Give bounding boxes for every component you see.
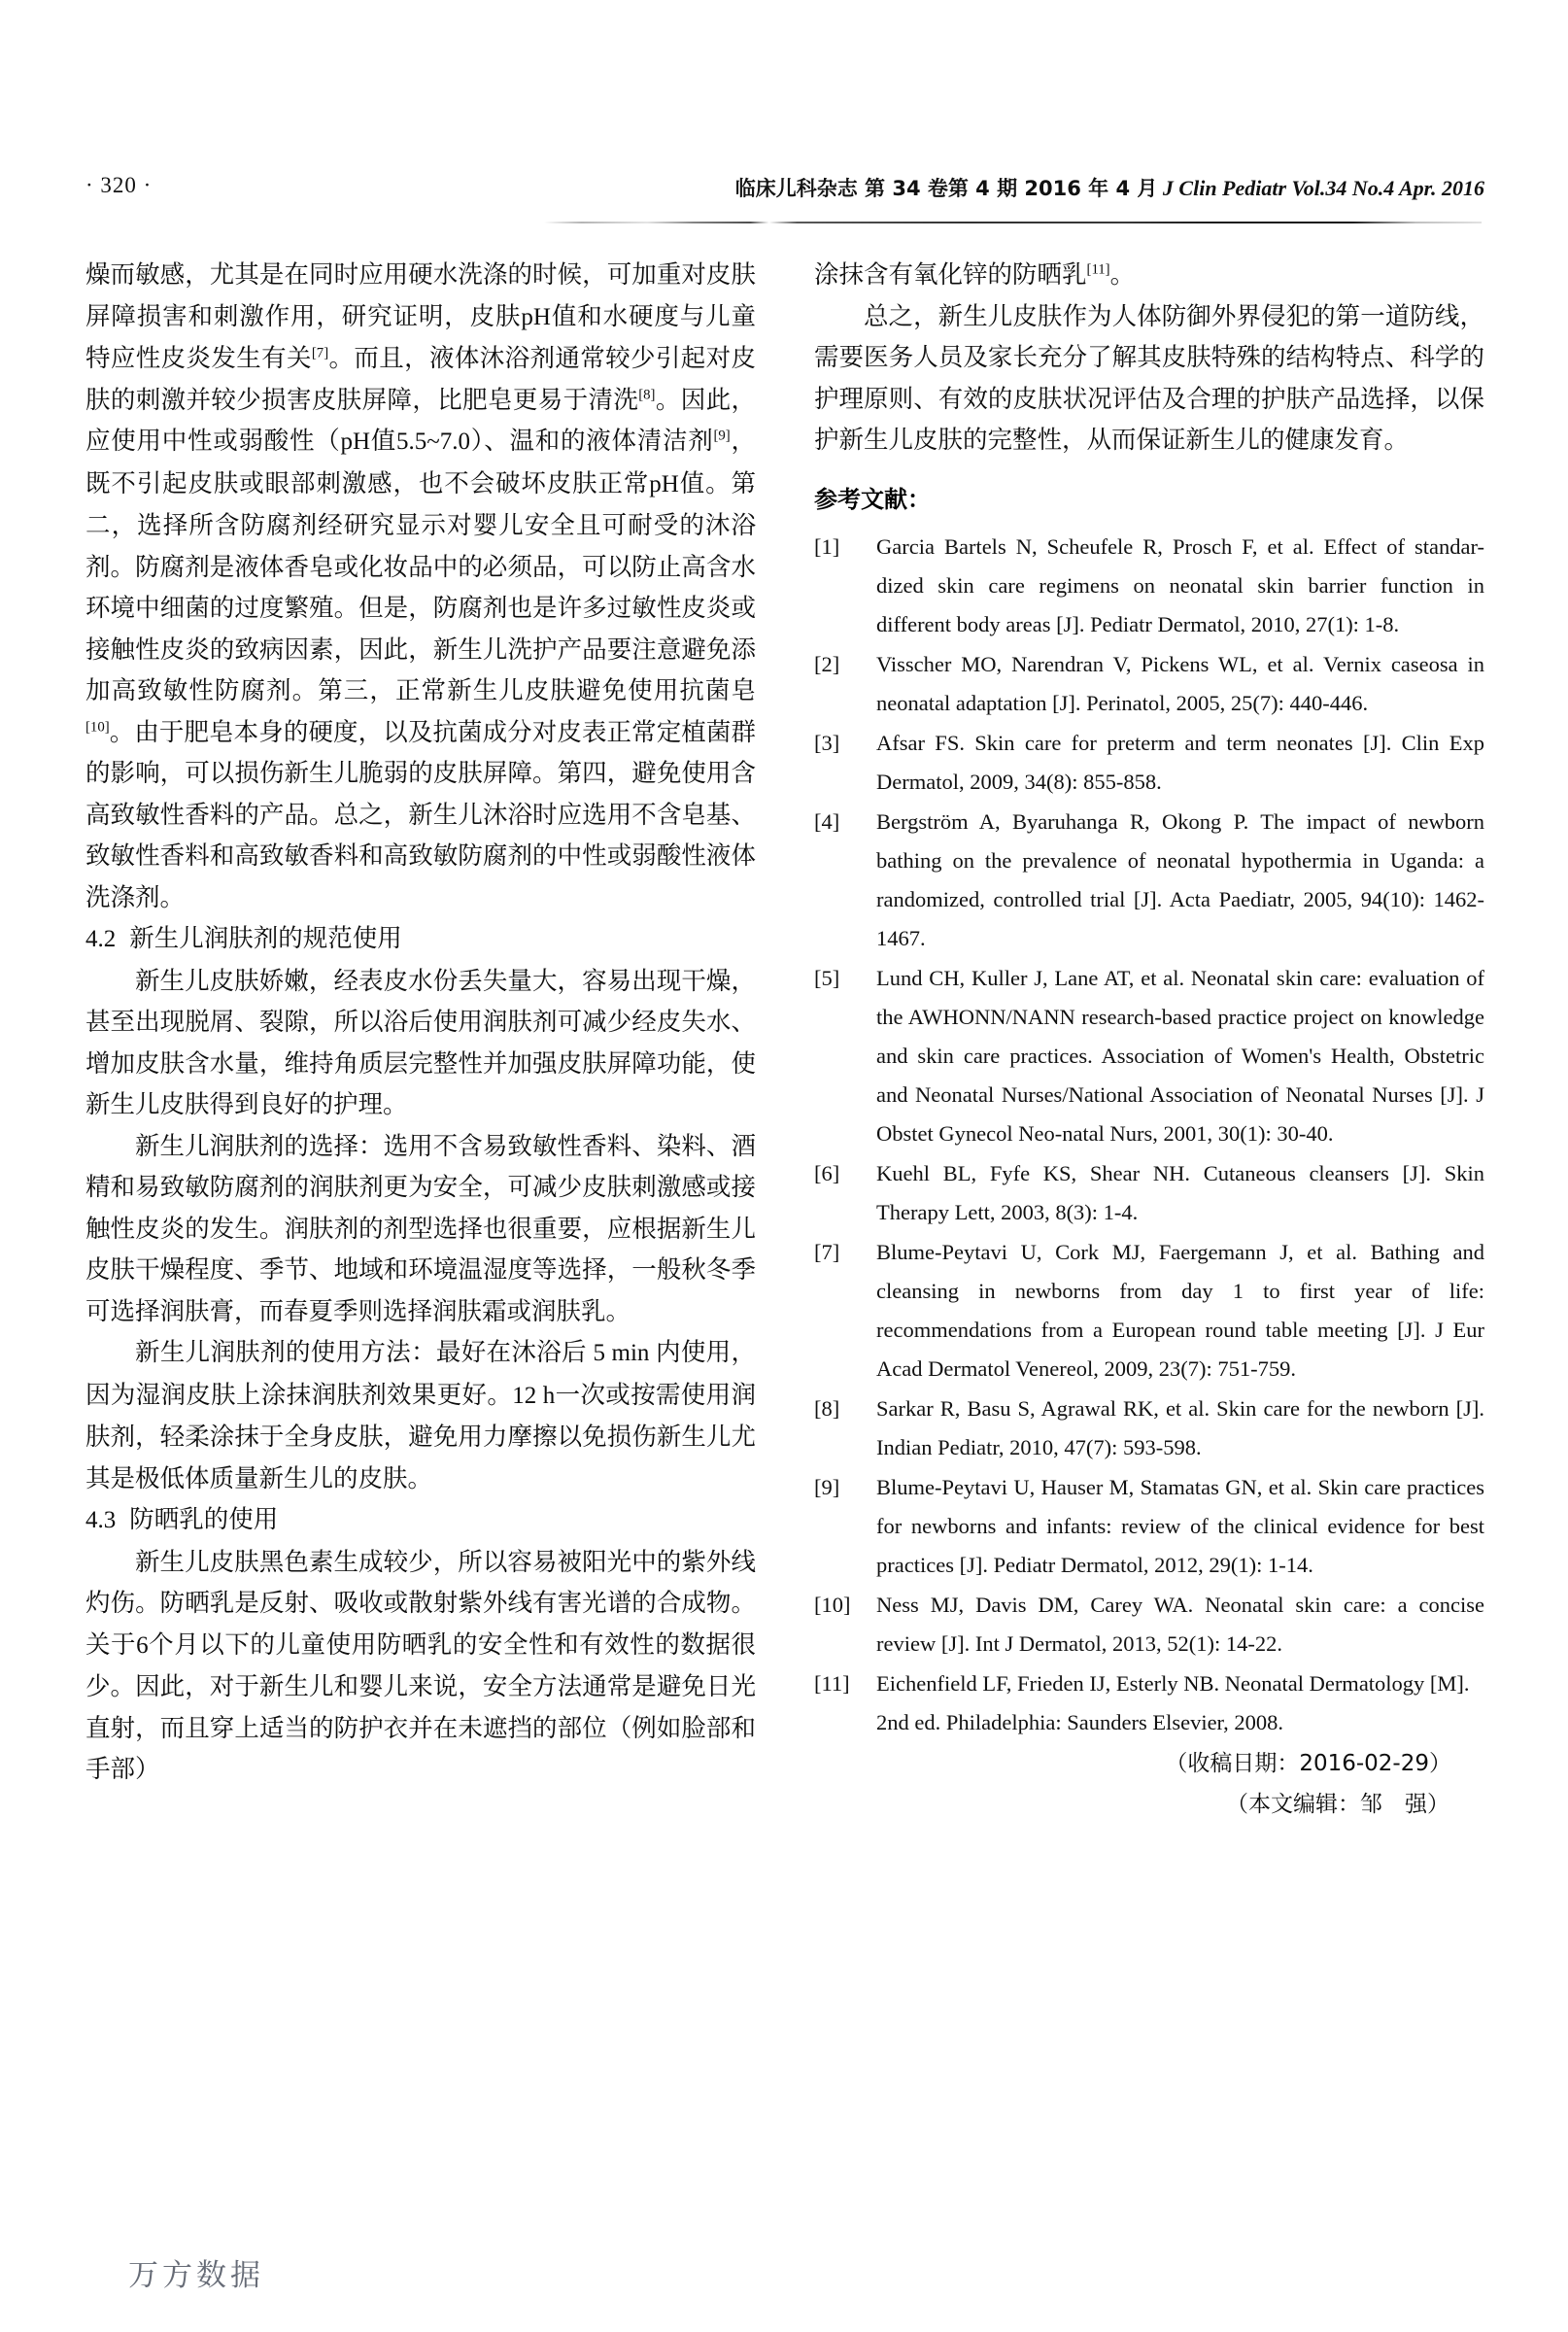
section-title-4-2: 新生儿润肤剂的规范使用 [129,924,402,953]
reference-text: Blume-Peytavi U, Cork MJ, Faergemann J, et al. Bathing and cleansing in newborns from day 1 to first year of life: recommendations from a European round table meeting [J]. J Eur Acad Dermatol Venereol, 2009, 23(7): 751-759. [876,1239,1484,1381]
paragraph-continued-from-previous-page: 燥而敏感，尤其是在同时应用硬水洗涤的时候，可加重对皮肤屏障损害和刺激作用，研究证明，皮肤pH值和水硬度与儿童特应性皮炎发生有关[7]。而且，液体沐浴剂通常较少引起对皮肤的刺激并较少损害皮肤屏障，比肥皂更易于清洗[8]。因此，应使用中性或弱酸性（pH值5.5~7.0）、温和的液体清洁剂[9]，既不引起皮肤或眼部刺激感，也不会破坏皮肤正常pH值。第二，选择所含防腐剂经研究显示对婴儿安全且可耐受的沐浴剂。防腐剂是液体香皂或化妆品中的必须品，可以防止高含水环境中细菌的过度繁殖。但是，防腐剂也是许多过敏性皮炎或接触性皮炎的致病因素，因此，新生儿洗护产品要注意避免添加高致敏性防腐剂。第三，正常新生儿皮肤避免使用抗菌皂[10]。由于肥皂本身的硬度，以及抗菌成分对皮表正常定植菌群的影响，可以损伤新生儿脆弱的皮肤屏障。第四，避免使用含高致敏性香料的产品。总之，新生儿沐浴时应选用不含皂基、致敏性香料和高致敏香料和高致敏防腐剂的中性或弱酸性液体洗涤剂。 [85,260,756,912]
reference-text: Visscher MO, Narendran V, Pickens WL, et al. Vernix caseosa in neonatal adaptation [J]. Perinatol, 2005, 25(7): 440-446. [876,651,1484,715]
reference-text: Kuehl BL, Fyfe KS, Shear NH. Cutaneous cleansers [J]. Skin Therapy Lett, 2003, 8(3): 1-4. [876,1160,1484,1224]
references-heading: 参考文献： [814,485,931,513]
left-text-column [85,255,756,1791]
reference-item [814,1154,1484,1232]
reference-item [814,1586,1484,1663]
reference-item [814,1389,1484,1467]
reference-text: Bergström A, Byaruhanga R, Okong P. The impact of newborn bathing on the prevalence of neonatal hypothermia in Uganda: a randomized, controlled trial [J]. Acta Paediatr, 2005, 94(10): 1462-1467. [876,808,1484,950]
reference-text: Afsar FS. Skin care for preterm and term neonates [J]. Clin Exp Dermatol, 2009, 34(8): 855-858. [876,730,1484,794]
reference-text: Blume-Peytavi U, Hauser M, Stamatas GN, et al. Skin care practices for newborns and infants: review of the clinical evidence for best practices [J]. Pediatr Dermatol, 2012, 29(1): 1-14. [876,1474,1484,1577]
reference-list [814,528,1484,1742]
journal-citation-chinese: 临床儿科杂志 第 34 卷第 4 期 2016 年 4 月 [734,177,1158,200]
section-number-4-2: 4.2 [85,926,117,952]
section-title-4-3: 防晒乳的使用 [129,1505,279,1534]
reference-number: [7] [814,1239,840,1264]
reference-item [814,959,1484,1153]
reference-item [814,803,1484,958]
right-text-column [814,255,1484,1825]
reference-number: [9] [814,1474,840,1499]
reference-text: Eichenfield LF, Frieden IJ, Esterly NB. Neonatal Dermatology [M]. 2nd ed. Philadelphia: Saunders Elsevier, 2008. [876,1670,1470,1734]
section-number-4-3: 4.3 [85,1507,117,1533]
reference-item [814,1233,1484,1389]
reference-item [814,645,1484,723]
reference-number: [5] [814,965,840,990]
wanfang-data-watermark: 万方数据 [128,2258,264,2293]
section-4-2-paragraph-3: 新生儿润肤剂的使用方法：最好在沐浴后 5 min 内使用，因为湿润皮肤上涂抹润肤剂效果更好。12 h一次或按需使用润肤剂，轻柔涂抹于全身皮肤，避免用力摩擦以免损伤新生儿尤其是极低体质量新生儿的皮肤。 [85,1338,756,1493]
reference-text: Sarkar R, Basu S, Agrawal RK, et al. Skin care for the newborn [J]. Indian Pediatr, 2010, 47(7): 593-598. [876,1395,1484,1459]
reference-number: [3] [814,730,840,755]
conclusion-paragraph: 总之，新生儿皮肤作为人体防御外界侵犯的第一道防线，需要医务人员及家长充分了解其皮肤特殊的结构特点、科学的护理原则、有效的皮肤状况评估及合理的护肤产品选择，以保护新生儿皮肤的完整性，从而保证新生儿的健康发育。 [814,301,1484,455]
section-4-2-paragraph-2: 新生儿润肤剂的选择：选用不含易致敏性香料、染料、酒精和易致敏防腐剂的润肤剂更为安全，可减少皮肤刺激感或接触性皮炎的发生。润肤剂的剂型选择也很重要，应根据新生儿皮肤干燥程度、季节、地域和环境温湿度等选择，一般秋冬季可选择润肤膏，而春夏季则选择润肤霜或润肤乳。 [85,1131,756,1326]
reference-number: [10] [814,1592,851,1617]
reference-item [814,1468,1484,1585]
section-heading-4-3 [85,1499,756,1542]
reference-number: [1] [814,533,840,559]
reference-number: [11] [814,1670,850,1696]
section-heading-4-2 [85,918,756,961]
reference-number: [8] [814,1395,840,1421]
section-4-2-paragraph-1: 新生儿皮肤娇嫩，经表皮水份丢失量大，容易出现干燥，甚至出现脱屑、裂隙，所以浴后使用润肤剂可减少经皮失水、增加皮肤含水量，维持角质层完整性并加强皮肤屏障功能，使新生儿皮肤得到良好的护理。 [85,966,756,1119]
page-running-head [85,173,1484,216]
reference-item [814,724,1484,802]
article-editor: （本文编辑：邹 强） [1226,1791,1449,1817]
journal-citation-english: J Clin Pediatr Vol.34 No.4 Apr. 2016 [1162,176,1484,200]
reference-text: Garcia Bartels N, Scheufele R, Prosch F, et al. Effect of standar-dized skin care regimens on neonatal skin barrier function in different body areas [J]. Pediatr Dermatol, 2010, 27(1): 1-8. [876,533,1484,636]
reference-text: Lund CH, Kuller J, Lane AT, et al. Neonatal skin care: evaluation of the AWHONN/NANN research-based practice project on knowledge and skin care practices. Association of Women's Health, Obstetric and Neonatal Nurses/National Association of Neonatal Nurses [J]. J Obstet Gynecol Neo-natal Nurs, 2001, 30(1): 30-40. [876,965,1484,1146]
page-number: · 320 · [85,173,153,197]
journal-citation-line [735,173,1484,202]
reference-number: [6] [814,1160,840,1185]
header-divider-rule [544,222,1482,223]
reference-number: [2] [814,651,840,676]
paragraph-continued-from-left-column: 涂抹含有氧化锌的防晒乳[11]。 [814,260,1136,290]
section-4-3-paragraph-1: 新生儿皮肤黑色素生成较少，所以容易被阳光中的紫外线灼伤。防晒乳是反射、吸收或散射紫外线有害光谱的合成物。关于6个月以下的儿童使用防晒乳的安全性和有效性的数据很少。因此，对于新生儿和婴儿来说，安全方法通常是避免日光直射，而且穿上适当的防护衣并在未遮挡的部位（例如脸部和手部） [85,1547,756,1784]
reference-item [814,528,1484,644]
reference-number: [4] [814,808,840,834]
reference-text: Ness MJ, Davis DM, Carey WA. Neonatal skin care: a concise review [J]. Int J Dermatol, 2013, 52(1): 14-22. [876,1592,1484,1656]
reference-item [814,1664,1484,1742]
received-date: （收稿日期：2016-02-29） [1165,1750,1451,1776]
